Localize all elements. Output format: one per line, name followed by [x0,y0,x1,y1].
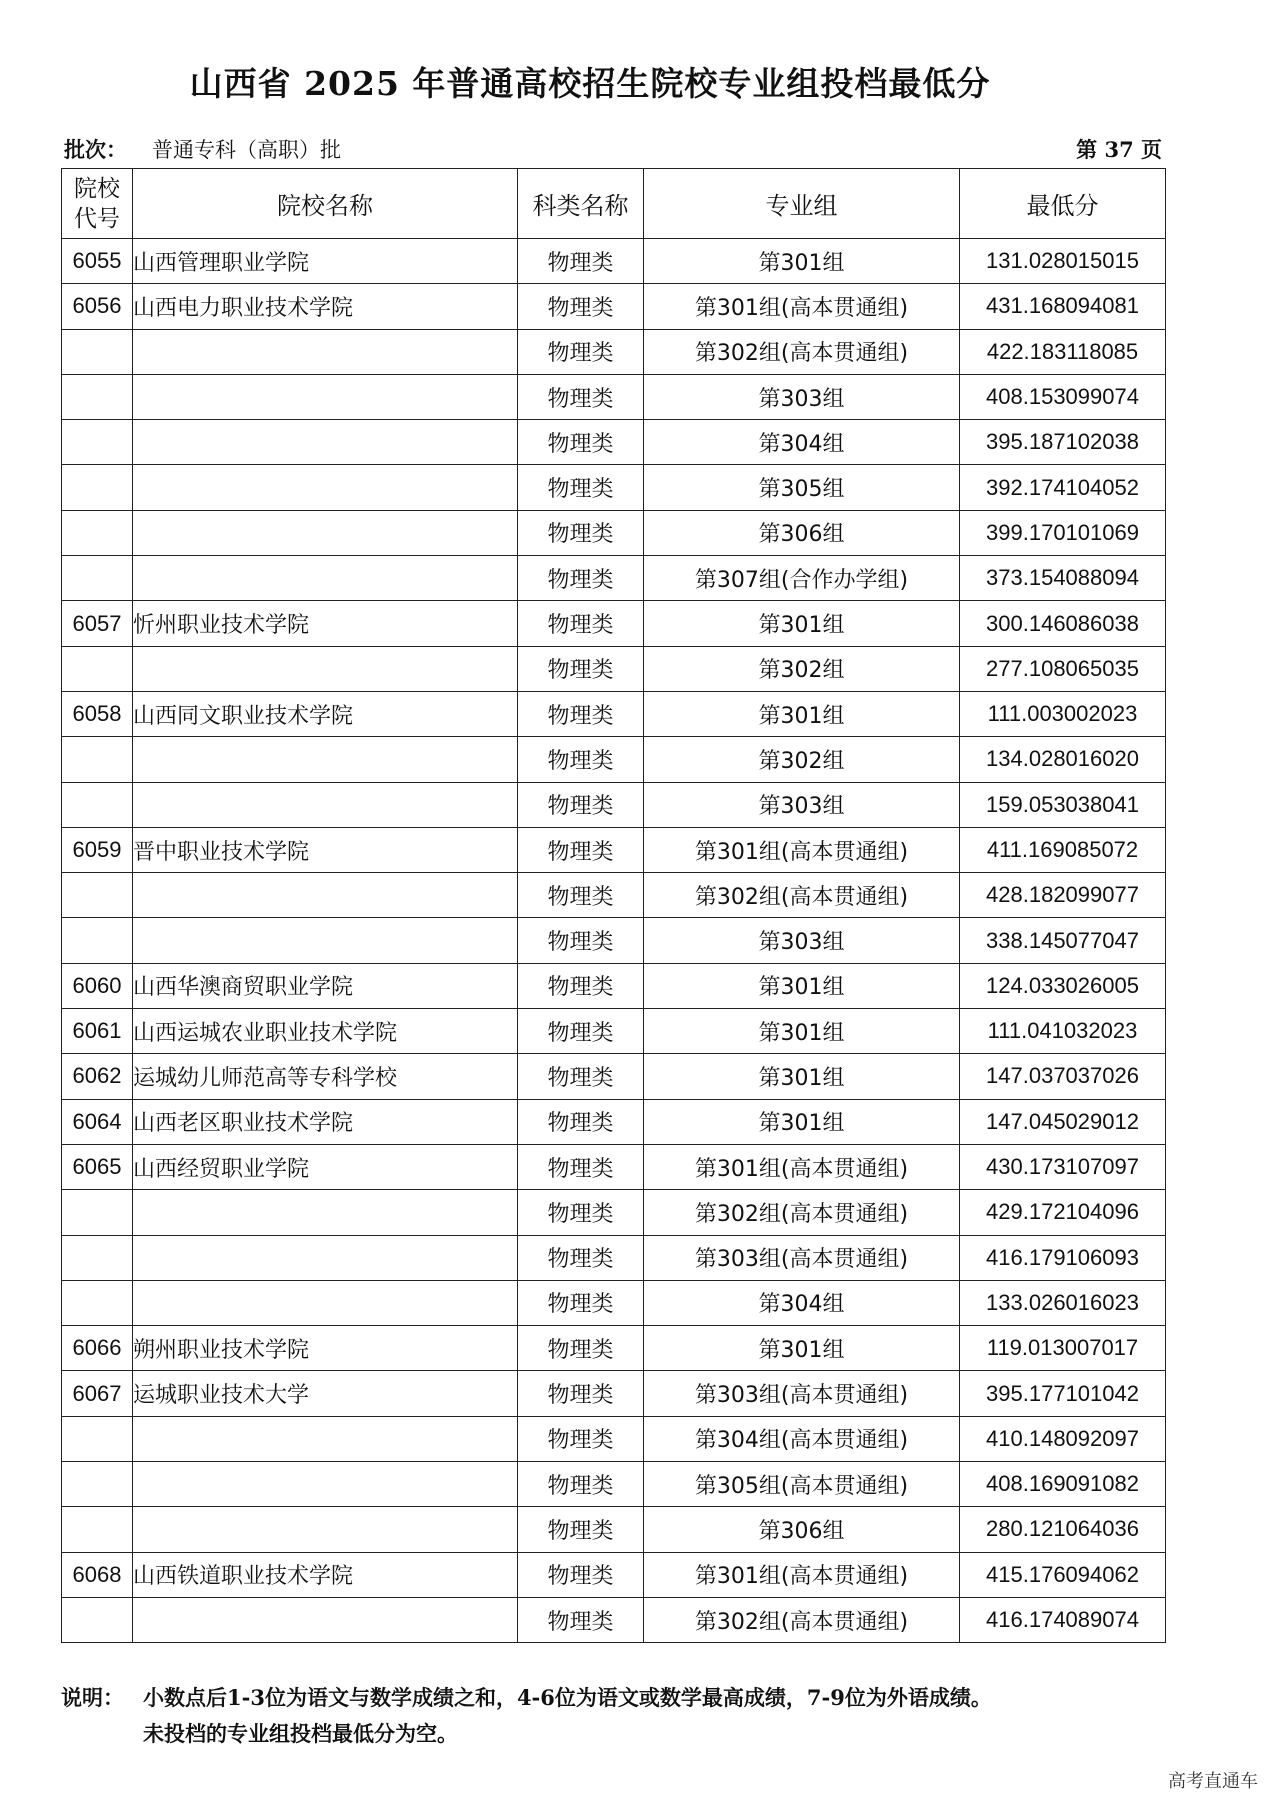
table-row [62,1099,1166,1144]
min-score-cell: 415.176094062 [960,1552,1166,1597]
major-group-cell: 第301组 [644,239,960,284]
school-name-cell: 朔州职业技术学院 [133,1326,518,1371]
major-group-cell: 第307组(合作办学组) [644,556,960,601]
school-name-cell: 运城职业技术大学 [133,1371,518,1416]
header-school-code-line1: 院校 [74,175,120,202]
school-code-cell [62,646,133,691]
min-score-cell: 408.153099074 [960,374,1166,419]
major-group-cell: 第306组 [644,1507,960,1552]
major-group-cell: 第301组(高本贯通组) [644,1144,960,1189]
major-group-cell: 第302组(高本贯通组) [644,329,960,374]
header-major-group: 专业组 [644,169,960,239]
school-code-cell [62,737,133,782]
school-name-cell [133,1597,518,1642]
school-code-cell [62,1235,133,1280]
major-group-cell: 第305组(高本贯通组) [644,1462,960,1507]
batch-value: 普通专科（高职）批 [152,138,341,162]
table-row [62,827,1166,872]
school-name-cell [133,374,518,419]
table-row [62,1462,1166,1507]
min-score-cell: 416.174089074 [960,1597,1166,1642]
subject-type-cell: 物理类 [518,1416,644,1461]
min-score-cell: 124.033026005 [960,963,1166,1008]
min-score-cell: 159.053038041 [960,782,1166,827]
major-group-cell: 第302组 [644,737,960,782]
subject-type-cell: 物理类 [518,1099,644,1144]
table-row [62,691,1166,736]
school-code-cell: 6058 [62,691,133,736]
page-number: 第 37 页 [1076,137,1162,162]
subject-type-cell: 物理类 [518,737,644,782]
major-group-cell: 第301组 [644,1054,960,1099]
table-row [62,1371,1166,1416]
major-group-cell: 第302组(高本贯通组) [644,1597,960,1642]
major-group-cell: 第303组(高本贯通组) [644,1235,960,1280]
table-row [62,1190,1166,1235]
subject-type-cell: 物理类 [518,374,644,419]
school-code-cell: 6060 [62,963,133,1008]
school-name-cell: 晋中职业技术学院 [133,827,518,872]
table-row [62,329,1166,374]
subject-type-cell: 物理类 [518,1552,644,1597]
min-score-cell: 147.037037026 [960,1054,1166,1099]
major-group-cell: 第303组 [644,374,960,419]
major-group-cell: 第301组 [644,1326,960,1371]
table-row [62,239,1166,284]
subject-type-cell: 物理类 [518,284,644,329]
min-score-cell: 373.154088094 [960,556,1166,601]
subject-type-cell: 物理类 [518,918,644,963]
school-code-cell [62,873,133,918]
admission-score-table [61,168,1166,1643]
subject-type-cell: 物理类 [518,1054,644,1099]
school-name-cell [133,873,518,918]
table-row [62,782,1166,827]
school-code-cell: 6062 [62,1054,133,1099]
min-score-cell: 411.169085072 [960,827,1166,872]
subject-type-cell: 物理类 [518,691,644,736]
school-code-cell [62,374,133,419]
school-name-cell [133,510,518,555]
school-code-cell [62,465,133,510]
school-name-cell: 山西电力职业技术学院 [133,284,518,329]
header-min-score: 最低分 [960,169,1166,239]
table-row [62,963,1166,1008]
table-row [62,601,1166,646]
school-code-cell: 6056 [62,284,133,329]
major-group-cell: 第303组 [644,918,960,963]
header-school-code-line2: 代号 [74,205,120,232]
school-code-cell [62,1190,133,1235]
table-row [62,284,1166,329]
school-code-cell [62,1597,133,1642]
footnote-label: 说明： [61,1685,124,1710]
subject-type-cell: 物理类 [518,1371,644,1416]
min-score-cell: 416.179106093 [960,1235,1166,1280]
watermark-text: 高考直通车 [1168,1771,1258,1792]
subject-type-cell: 物理类 [518,465,644,510]
table-row [62,420,1166,465]
school-name-cell: 山西老区职业技术学院 [133,1099,518,1144]
subject-type-cell: 物理类 [518,1597,644,1642]
table-row [62,1235,1166,1280]
school-code-cell [62,1416,133,1461]
min-score-cell: 119.013007017 [960,1326,1166,1371]
major-group-cell: 第302组(高本贯通组) [644,1190,960,1235]
school-name-cell [133,465,518,510]
school-name-cell [133,782,518,827]
header-school-name: 院校名称 [133,169,518,239]
subject-type-cell: 物理类 [518,1009,644,1054]
school-name-cell [133,1235,518,1280]
school-code-cell: 6055 [62,239,133,284]
min-score-cell: 134.028016020 [960,737,1166,782]
header-school-code [62,169,133,239]
table-row [62,1280,1166,1325]
table-row [62,646,1166,691]
school-code-cell: 6059 [62,827,133,872]
subject-type-cell: 物理类 [518,1235,644,1280]
min-score-cell: 395.187102038 [960,420,1166,465]
subject-type-cell: 物理类 [518,782,644,827]
min-score-cell: 422.183118085 [960,329,1166,374]
table-row [62,1597,1166,1642]
school-name-cell [133,556,518,601]
school-name-cell: 忻州职业技术学院 [133,601,518,646]
table-row [62,737,1166,782]
subject-type-cell: 物理类 [518,1462,644,1507]
major-group-cell: 第304组 [644,1280,960,1325]
major-group-cell: 第306组 [644,510,960,555]
school-name-cell [133,1462,518,1507]
table-row [62,556,1166,601]
school-name-cell [133,1280,518,1325]
school-code-cell [62,1507,133,1552]
min-score-cell: 428.182099077 [960,873,1166,918]
major-group-cell: 第301组 [644,691,960,736]
min-score-cell: 131.028015015 [960,239,1166,284]
table-row [62,1507,1166,1552]
subject-type-cell: 物理类 [518,646,644,691]
min-score-cell: 133.026016023 [960,1280,1166,1325]
min-score-cell: 280.121064036 [960,1507,1166,1552]
table-row [62,1054,1166,1099]
school-name-cell: 山西铁道职业技术学院 [133,1552,518,1597]
major-group-cell: 第304组 [644,420,960,465]
header-subject-type: 科类名称 [518,169,644,239]
major-group-cell: 第302组 [644,646,960,691]
subject-type-cell: 物理类 [518,420,644,465]
footnote-line-2: 未投档的专业组投档最低分为空。 [143,1721,458,1746]
major-group-cell: 第305组 [644,465,960,510]
school-name-cell: 运城幼儿师范高等专科学校 [133,1054,518,1099]
school-code-cell [62,918,133,963]
min-score-cell: 392.174104052 [960,465,1166,510]
school-code-cell [62,1280,133,1325]
subject-type-cell: 物理类 [518,601,644,646]
min-score-cell: 277.108065035 [960,646,1166,691]
major-group-cell: 第303组(高本贯通组) [644,1371,960,1416]
school-name-cell: 山西运城农业职业技术学院 [133,1009,518,1054]
major-group-cell: 第301组(高本贯通组) [644,1552,960,1597]
footnote-line-1: 小数点后1-3位为语文与数学成绩之和，4-6位为语文或数学最高成绩，7-9位为外语成绩。 [143,1685,992,1710]
min-score-cell: 408.169091082 [960,1462,1166,1507]
subject-type-cell: 物理类 [518,1144,644,1189]
school-name-cell [133,737,518,782]
batch-line [64,134,1162,166]
major-group-cell: 第301组(高本贯通组) [644,284,960,329]
table-row [62,1552,1166,1597]
subject-type-cell: 物理类 [518,1280,644,1325]
min-score-cell: 430.173107097 [960,1144,1166,1189]
school-name-cell: 山西同文职业技术学院 [133,691,518,736]
subject-type-cell: 物理类 [518,1326,644,1371]
major-group-cell: 第303组 [644,782,960,827]
min-score-cell: 147.045029012 [960,1099,1166,1144]
school-code-cell: 6068 [62,1552,133,1597]
min-score-cell: 429.172104096 [960,1190,1166,1235]
major-group-cell: 第302组(高本贯通组) [644,873,960,918]
table-row [62,873,1166,918]
major-group-cell: 第301组 [644,1099,960,1144]
min-score-cell: 338.145077047 [960,918,1166,963]
min-score-cell: 300.146086038 [960,601,1166,646]
min-score-cell: 111.041032023 [960,1009,1166,1054]
school-code-cell [62,329,133,374]
min-score-cell: 399.170101069 [960,510,1166,555]
major-group-cell: 第301组 [644,1009,960,1054]
school-name-cell [133,646,518,691]
subject-type-cell: 物理类 [518,1507,644,1552]
school-name-cell [133,420,518,465]
school-code-cell [62,510,133,555]
major-group-cell: 第301组(高本贯通组) [644,827,960,872]
batch-label: 批次： [64,137,127,162]
table-header-row [62,169,1166,239]
subject-type-cell: 物理类 [518,827,644,872]
school-name-cell [133,1190,518,1235]
table-row [62,510,1166,555]
school-code-cell: 6064 [62,1099,133,1144]
min-score-cell: 410.148092097 [960,1416,1166,1461]
min-score-cell: 431.168094081 [960,284,1166,329]
table-row [62,374,1166,419]
major-group-cell: 第301组 [644,963,960,1008]
school-code-cell [62,782,133,827]
school-name-cell: 山西经贸职业学院 [133,1144,518,1189]
subject-type-cell: 物理类 [518,1190,644,1235]
school-name-cell [133,918,518,963]
school-name-cell [133,1416,518,1461]
school-code-cell [62,556,133,601]
school-name-cell [133,1507,518,1552]
school-code-cell: 6067 [62,1371,133,1416]
table-row [62,1416,1166,1461]
subject-type-cell: 物理类 [518,239,644,284]
school-code-cell: 6057 [62,601,133,646]
table-row [62,1144,1166,1189]
school-name-cell: 山西管理职业学院 [133,239,518,284]
table-row [62,465,1166,510]
school-code-cell [62,1462,133,1507]
major-group-cell: 第304组(高本贯通组) [644,1416,960,1461]
subject-type-cell: 物理类 [518,873,644,918]
table-row [62,1009,1166,1054]
subject-type-cell: 物理类 [518,556,644,601]
subject-type-cell: 物理类 [518,963,644,1008]
table-row [62,1326,1166,1371]
major-group-cell: 第301组 [644,601,960,646]
table-row [62,918,1166,963]
school-code-cell: 6065 [62,1144,133,1189]
subject-type-cell: 物理类 [518,510,644,555]
subject-type-cell: 物理类 [518,329,644,374]
min-score-cell: 395.177101042 [960,1371,1166,1416]
school-name-cell: 山西华澳商贸职业学院 [133,963,518,1008]
school-code-cell: 6066 [62,1326,133,1371]
min-score-cell: 111.003002023 [960,691,1166,736]
school-code-cell [62,420,133,465]
school-code-cell: 6061 [62,1009,133,1054]
page-title: 山西省 2025 年普通高校招生院校专业组投档最低分 [189,64,991,103]
school-name-cell [133,329,518,374]
